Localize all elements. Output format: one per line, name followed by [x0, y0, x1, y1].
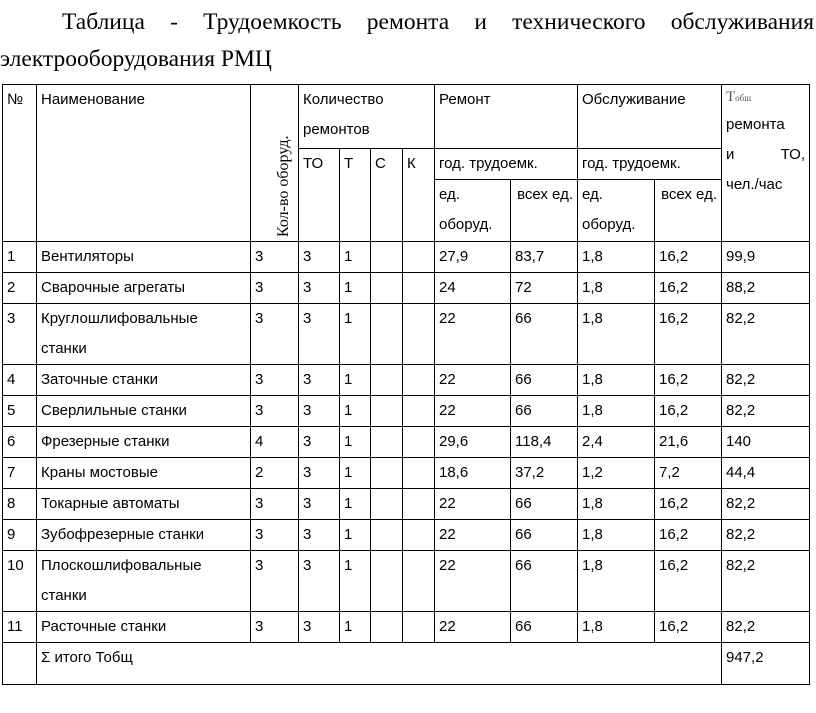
- cell-k: [403, 489, 435, 520]
- cell-s-all: 16,2: [655, 489, 722, 520]
- header-to: ТО: [299, 149, 340, 242]
- cell-r-all: 37,2: [511, 458, 578, 489]
- cell-s-unit: 1,8: [578, 396, 655, 427]
- cell-s-unit: 1,8: [578, 273, 655, 304]
- cell-num: 1: [3, 242, 37, 273]
- cell-t: 1: [340, 520, 371, 551]
- cell-s-all: 16,2: [655, 273, 722, 304]
- cell-r-all: 72: [511, 273, 578, 304]
- header-per-unit: ед. оборуд.: [435, 180, 511, 242]
- summary-label: Σ итого Тобщ: [37, 643, 722, 685]
- cell-r-unit: 22: [435, 396, 511, 427]
- cell-c: [371, 551, 403, 612]
- header-repair-annual: год. трудоемк.: [435, 149, 578, 180]
- cell-s-unit: 1,8: [578, 365, 655, 396]
- header-c: С: [371, 149, 403, 242]
- header-t: Т: [340, 149, 371, 242]
- cell-c: [371, 612, 403, 643]
- summary-row: [3, 643, 810, 685]
- cell-r-all: 66: [511, 304, 578, 365]
- cell-k: [403, 396, 435, 427]
- cell-total: 82,2: [722, 489, 810, 520]
- header-tobsh: [722, 85, 810, 242]
- cell-s-all: 16,2: [655, 551, 722, 612]
- table-row: [3, 396, 810, 427]
- cell-s-all: 16,2: [655, 304, 722, 365]
- table-row: [3, 304, 810, 365]
- cell-s-unit: 1,8: [578, 612, 655, 643]
- cell-k: [403, 273, 435, 304]
- cell-c: [371, 242, 403, 273]
- cell-total: 82,2: [722, 365, 810, 396]
- tobsh-and: и: [726, 146, 735, 163]
- summary-total: 947,2: [722, 643, 810, 685]
- cell-r-unit: 24: [435, 273, 511, 304]
- cell-to: 3: [299, 612, 340, 643]
- cell-t: 1: [340, 273, 371, 304]
- title-line-2: электрооборудования РМЦ: [0, 46, 272, 72]
- cell-num: 8: [3, 489, 37, 520]
- cell-qty: 3: [251, 520, 299, 551]
- cell-s-all: 16,2: [655, 520, 722, 551]
- table-row: [3, 242, 810, 273]
- cell-name: Заточные станки: [37, 365, 251, 396]
- tobsh-line1: ремонта: [726, 116, 785, 133]
- cell-name: Сверлильные станки: [37, 396, 251, 427]
- cell-s-all: 16,2: [655, 612, 722, 643]
- tobsh-T: Т: [726, 89, 736, 105]
- cell-r-all: 66: [511, 396, 578, 427]
- header-service-annual: год. трудоемк.: [578, 149, 722, 180]
- cell-t: 1: [340, 304, 371, 365]
- cell-s-all: 7,2: [655, 458, 722, 489]
- table-row: [3, 551, 810, 612]
- cell-k: [403, 612, 435, 643]
- header-row-1: [3, 85, 810, 149]
- cell-num: 9: [3, 520, 37, 551]
- cell-c: [371, 520, 403, 551]
- table-row: [3, 520, 810, 551]
- cell-to: 3: [299, 458, 340, 489]
- cell-c: [371, 273, 403, 304]
- labor-table: [2, 84, 810, 685]
- cell-name: Токарные автоматы: [37, 489, 251, 520]
- cell-qty: 3: [251, 242, 299, 273]
- cell-r-unit: 22: [435, 551, 511, 612]
- cell-r-all: 66: [511, 489, 578, 520]
- cell-c: [371, 304, 403, 365]
- cell-qty: 3: [251, 273, 299, 304]
- header-all-units-2: всех ед.: [655, 180, 722, 242]
- cell-name: Вентиляторы: [37, 242, 251, 273]
- cell-total: 82,2: [722, 520, 810, 551]
- cell-num: 7: [3, 458, 37, 489]
- cell-r-unit: 22: [435, 489, 511, 520]
- cell-r-unit: 22: [435, 612, 511, 643]
- cell-s-unit: 1,2: [578, 458, 655, 489]
- header-qty-label: Кол-во оборуд.: [274, 135, 292, 237]
- header-per-unit-2: ед. оборуд.: [578, 180, 655, 242]
- cell-to: 3: [299, 273, 340, 304]
- cell-qty: 3: [251, 304, 299, 365]
- cell-r-all: 66: [511, 365, 578, 396]
- cell-r-all: 66: [511, 520, 578, 551]
- header-num: №: [3, 85, 37, 242]
- cell-c: [371, 458, 403, 489]
- header-repair: Ремонт: [435, 85, 578, 149]
- cell-to: 3: [299, 242, 340, 273]
- cell-t: 1: [340, 489, 371, 520]
- table-row: [3, 427, 810, 458]
- cell-c: [371, 427, 403, 458]
- cell-s-all: 16,2: [655, 242, 722, 273]
- cell-qty: 3: [251, 551, 299, 612]
- cell-k: [403, 242, 435, 273]
- cell-total: 82,2: [722, 551, 810, 612]
- cell-s-unit: 1,8: [578, 551, 655, 612]
- cell-name: Плоскошлифовальные станки: [37, 551, 251, 612]
- cell-total: 82,2: [722, 396, 810, 427]
- header-qty: [251, 85, 299, 242]
- cell-num: 3: [3, 304, 37, 365]
- cell-t: 1: [340, 396, 371, 427]
- cell-qty: 3: [251, 612, 299, 643]
- cell-to: 3: [299, 396, 340, 427]
- header-k: К: [403, 149, 435, 242]
- cell-r-unit: 22: [435, 365, 511, 396]
- cell-to: 3: [299, 489, 340, 520]
- cell-r-unit: 29,6: [435, 427, 511, 458]
- cell-num: 10: [3, 551, 37, 612]
- header-all-units: всех ед.: [511, 180, 578, 242]
- cell-t: 1: [340, 458, 371, 489]
- table-row: [3, 458, 810, 489]
- cell-total: 88,2: [722, 273, 810, 304]
- table-title: [0, 4, 816, 78]
- cell-qty: 4: [251, 427, 299, 458]
- cell-r-all: 83,7: [511, 242, 578, 273]
- cell-k: [403, 427, 435, 458]
- header-name: Наименование: [37, 85, 251, 242]
- cell-to: 3: [299, 365, 340, 396]
- cell-name: Круглошлифовальные станки: [37, 304, 251, 365]
- cell-s-unit: 1,8: [578, 304, 655, 365]
- cell-name: Зубофрезерные станки: [37, 520, 251, 551]
- cell-t: 1: [340, 242, 371, 273]
- cell-k: [403, 365, 435, 396]
- table-row: [3, 273, 810, 304]
- cell-r-all: 118,4: [511, 427, 578, 458]
- cell-qty: 3: [251, 365, 299, 396]
- cell-total: 82,2: [722, 612, 810, 643]
- header-service: Обслуживание: [578, 85, 722, 149]
- cell-qty: 2: [251, 458, 299, 489]
- tobsh-to: ТО,: [780, 146, 805, 163]
- cell-num: 11: [3, 612, 37, 643]
- cell-to: 3: [299, 551, 340, 612]
- table-row: [3, 612, 810, 643]
- cell-name: Расточные станки: [37, 612, 251, 643]
- cell-qty: 3: [251, 396, 299, 427]
- cell-total: 44,4: [722, 458, 810, 489]
- cell-s-unit: 1,8: [578, 489, 655, 520]
- cell-name: Сварочные агрегаты: [37, 273, 251, 304]
- cell-total: 82,2: [722, 304, 810, 365]
- cell-r-unit: 27,9: [435, 242, 511, 273]
- cell-k: [403, 458, 435, 489]
- cell-c: [371, 396, 403, 427]
- cell-r-unit: 22: [435, 520, 511, 551]
- cell-r-all: 66: [511, 612, 578, 643]
- cell-r-unit: 18,6: [435, 458, 511, 489]
- cell-s-all: 21,6: [655, 427, 722, 458]
- cell-num: 2: [3, 273, 37, 304]
- cell-num: 6: [3, 427, 37, 458]
- cell-t: 1: [340, 427, 371, 458]
- cell-num: 5: [3, 396, 37, 427]
- cell-c: [371, 365, 403, 396]
- cell-c: [371, 489, 403, 520]
- cell-s-all: 16,2: [655, 396, 722, 427]
- cell-s-unit: 1,8: [578, 242, 655, 273]
- cell-k: [403, 304, 435, 365]
- header-repairs-count: Количество ремонтов: [299, 85, 435, 149]
- cell-name: Фрезерные станки: [37, 427, 251, 458]
- tobsh-line2: [726, 140, 805, 170]
- title-line-1: Таблица - Трудоемкость ремонта и технического обслуживания: [62, 9, 814, 35]
- tobsh-unit: чел./час: [726, 176, 783, 193]
- cell-to: 3: [299, 304, 340, 365]
- cell-num: 4: [3, 365, 37, 396]
- cell-r-unit: 22: [435, 304, 511, 365]
- cell-to: 3: [299, 427, 340, 458]
- cell-r-all: 66: [511, 551, 578, 612]
- tobsh-sub: обш: [735, 93, 752, 103]
- cell-t: 1: [340, 612, 371, 643]
- cell-to: 3: [299, 520, 340, 551]
- cell-qty: 3: [251, 489, 299, 520]
- cell-k: [403, 551, 435, 612]
- cell-total: 99,9: [722, 242, 810, 273]
- summary-empty: [3, 643, 37, 685]
- cell-s-unit: 2,4: [578, 427, 655, 458]
- cell-t: 1: [340, 551, 371, 612]
- cell-t: 1: [340, 365, 371, 396]
- cell-k: [403, 520, 435, 551]
- cell-total: 140: [722, 427, 810, 458]
- table-row: [3, 489, 810, 520]
- tobsh-symbol: [726, 85, 805, 110]
- cell-s-unit: 1,8: [578, 520, 655, 551]
- cell-name: Краны мостовые: [37, 458, 251, 489]
- cell-s-all: 16,2: [655, 365, 722, 396]
- table-row: [3, 365, 810, 396]
